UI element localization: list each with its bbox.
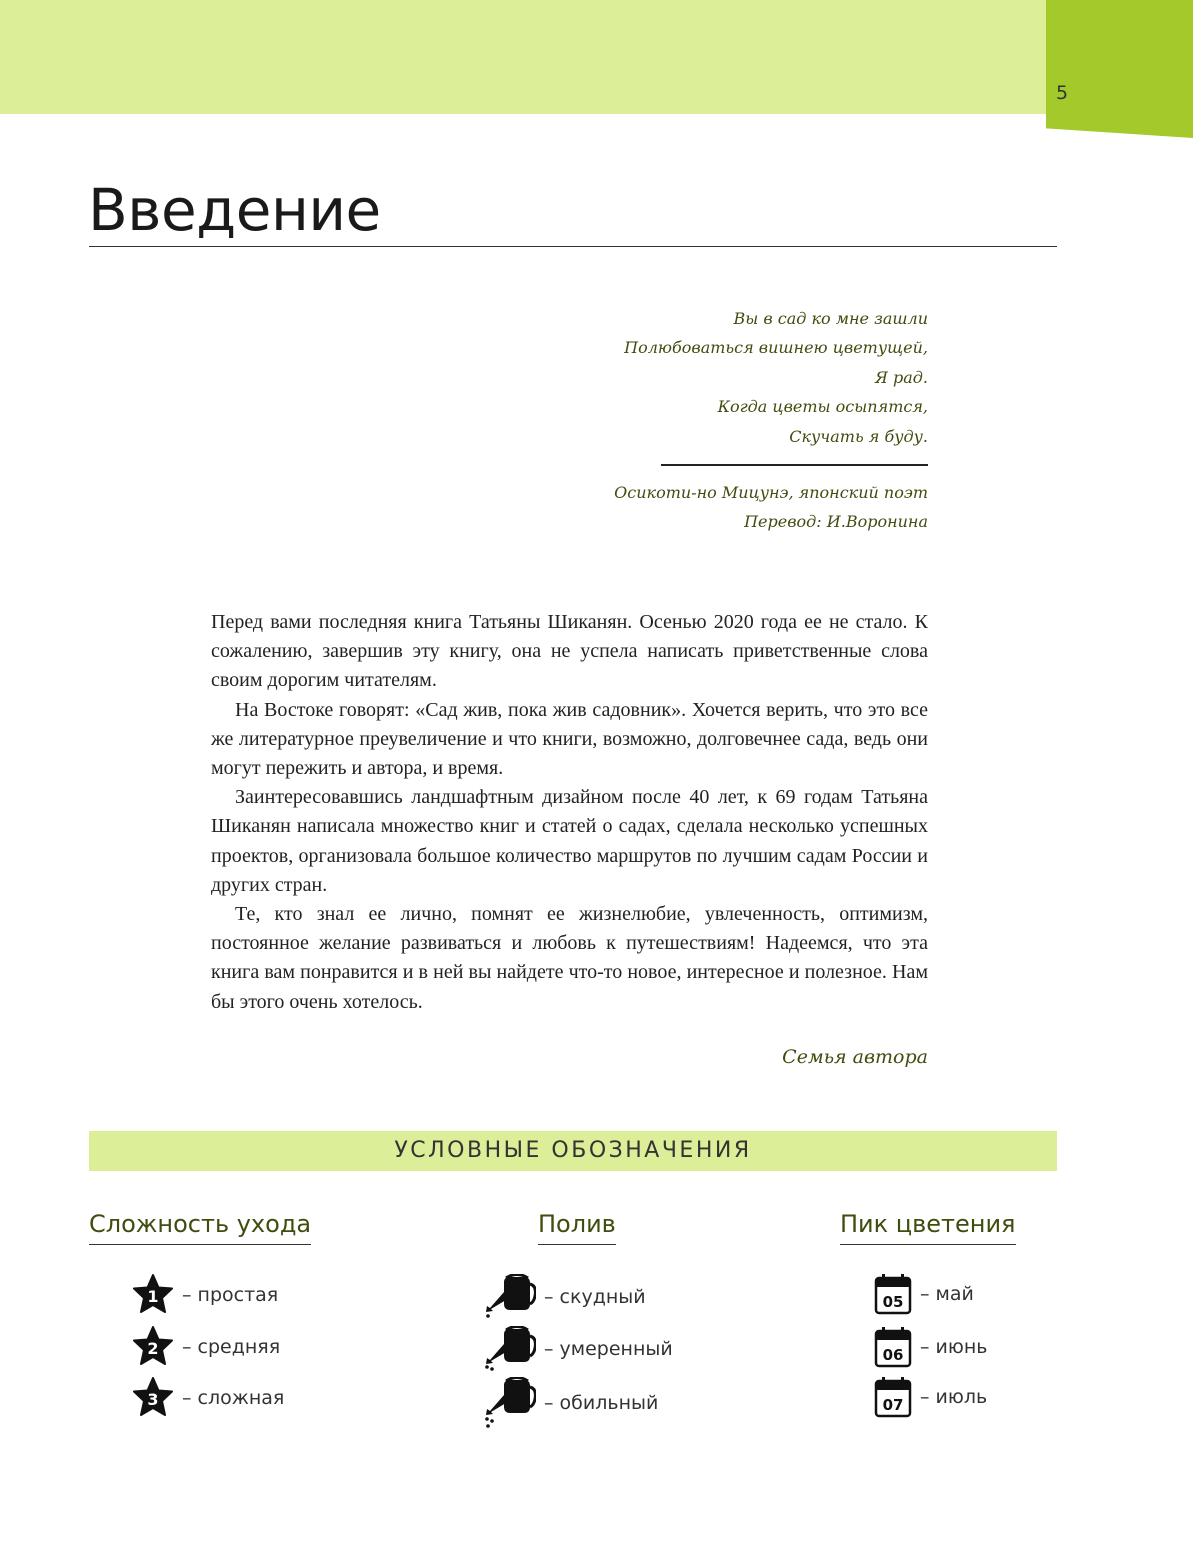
bloom-title: Пик цветения <box>840 1210 1016 1245</box>
bloom-label: – май <box>920 1283 974 1305</box>
attribution-author: Осикоти-но Мицунэ, японский поэт <box>614 483 928 502</box>
calendar-month-number: 07 <box>882 1396 904 1414</box>
paragraph: Те, кто знал ее лично, помнят ее жизнелюбие, увлеченность, оптимизм, постоянное желание развиваться и любовь к путешествиям! Надеемся, что эта книга вам понравится и в ней вы найдете что-то новое, интересное и полезное. Нам бы этого очень хотелось. <box>211 903 928 1013</box>
watering-label: – обильный <box>544 1392 659 1414</box>
page-title: Введение <box>88 176 381 244</box>
attribution-translator: Перевод: И.Воронина <box>744 512 928 531</box>
title-divider <box>89 246 1057 247</box>
calendar-icon <box>874 1376 912 1418</box>
star-number: 2 <box>147 1339 159 1358</box>
difficulty-item <box>132 1326 280 1368</box>
bloom-item <box>874 1326 988 1368</box>
watering-item <box>484 1326 673 1372</box>
difficulty-label: – простая <box>182 1284 279 1306</box>
epigraph <box>508 304 928 451</box>
star-2-icon <box>132 1326 174 1368</box>
difficulty-item <box>132 1377 284 1419</box>
watering-label: – умеренный <box>544 1338 673 1360</box>
watering-label: – скудный <box>544 1286 646 1308</box>
difficulty-label: – средняя <box>182 1336 281 1358</box>
watering-can-icon <box>484 1377 536 1429</box>
watering-item <box>484 1274 646 1320</box>
epigraph-attribution <box>508 478 928 536</box>
watering-can-icon <box>484 1326 536 1372</box>
bloom-item <box>874 1376 987 1418</box>
difficulty-label: – сложная <box>182 1387 285 1409</box>
epigraph-divider <box>661 464 928 466</box>
watering-can-icon <box>484 1274 536 1320</box>
intro-text <box>211 608 928 1017</box>
calendar-month-number: 05 <box>882 1293 904 1311</box>
bloom-label: – июнь <box>920 1336 988 1358</box>
epigraph-line: Когда цветы осыпятся, <box>717 397 928 417</box>
corner-tab <box>1046 0 1193 138</box>
watering-item <box>484 1377 658 1429</box>
star-1-icon <box>132 1274 174 1316</box>
epigraph-line: Полюбоваться вишнею цветущей, <box>624 338 928 358</box>
watering-title: Полив <box>538 1210 616 1245</box>
page-number: 5 <box>1056 82 1069 104</box>
star-number: 1 <box>147 1287 159 1306</box>
bloom-label: – июль <box>920 1386 988 1408</box>
calendar-icon <box>874 1326 912 1368</box>
bloom-item <box>874 1273 974 1315</box>
star-3-icon <box>132 1377 174 1419</box>
epigraph-line: Я рад. <box>874 367 928 387</box>
header-band <box>0 0 1046 114</box>
paragraph: Перед вами последняя книга Татьяны Шиканян. Осенью 2020 года ее не стало. К сожалению, завершив эту книгу, она не успела написать приветственные слова своим дорогим читателям. <box>211 611 928 692</box>
calendar-month-number: 06 <box>882 1346 904 1364</box>
paragraph: Заинтересовавшись ландшафтным дизайном после 40 лет, к 69 годам Татьяна Шиканян написала множество книг и статей о садах, сделала несколько успешных проектов, организовала большое количество маршрутов по лучшим садам России и других стран. <box>211 786 928 896</box>
star-number: 3 <box>147 1390 159 1409</box>
signature: Семья автора <box>782 1046 928 1068</box>
difficulty-item <box>132 1274 278 1316</box>
legend-title: УСЛОВНЫЕ ОБОЗНАЧЕНИЯ <box>89 1131 1057 1171</box>
epigraph-line: Вы в сад ко мне зашли <box>733 309 928 328</box>
paragraph: На Востоке говорят: «Сад жив, пока жив садовник». Хочется верить, что это все же литературное преувеличение и что книги, возможно, долговечнее сада, ведь они могут пережить и автора, и время. <box>211 698 928 780</box>
epigraph-line: Скучать я буду. <box>789 426 928 446</box>
difficulty-title: Сложность ухода <box>89 1210 311 1245</box>
calendar-icon <box>874 1273 912 1315</box>
